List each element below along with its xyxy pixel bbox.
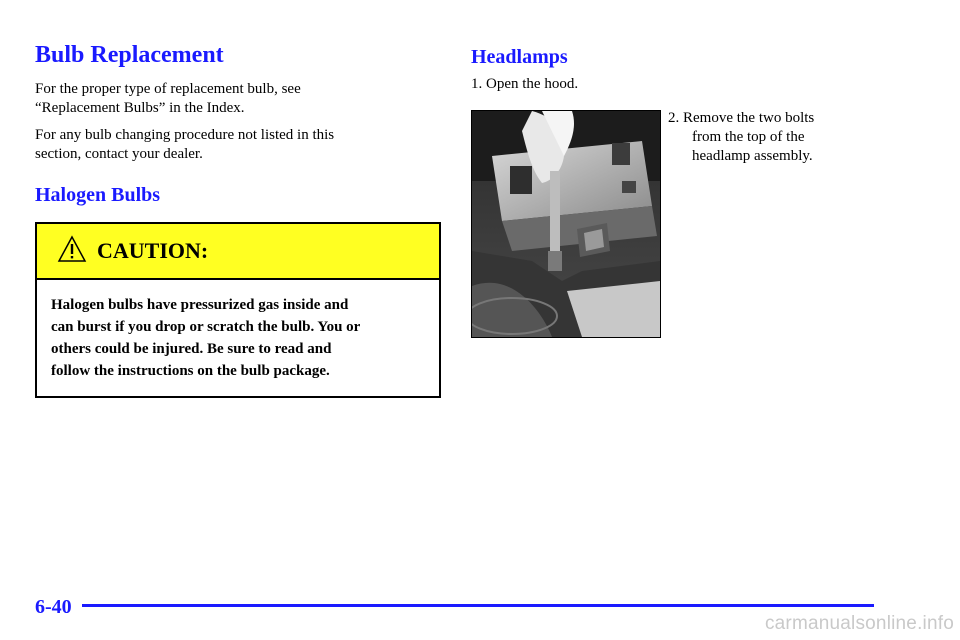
caution-text	[37, 280, 439, 396]
caution-box	[35, 222, 441, 398]
caution-line-4: follow the instructions on the bulb package.	[51, 363, 330, 379]
intro-line-2: “Replacement Bulbs” in the Index.	[35, 100, 245, 116]
section-title: Bulb Replacement	[35, 42, 224, 68]
dealer-line-2: section, contact your dealer.	[35, 146, 203, 162]
step-1: 1. Open the hood.	[471, 76, 579, 92]
step-2-line-2: from the top of the	[692, 129, 805, 145]
dealer-line-1: For any bulb changing procedure not listed in this	[35, 127, 335, 143]
warning-triangle-icon	[57, 235, 87, 263]
headlamp-photo	[471, 110, 661, 338]
caution-line-1: Halogen bulbs have pressurized gas inside and	[51, 297, 349, 313]
caution-header	[37, 224, 439, 280]
headlamp-bolt-illustration	[472, 111, 660, 337]
page-number: 6-40	[35, 596, 72, 618]
caution-line-2: can burst if you drop or scratch the bulb. You or	[51, 319, 361, 335]
intro-line-1: For the proper type of replacement bulb, see	[35, 81, 301, 97]
headlamps-subtitle: Headlamps	[471, 46, 568, 68]
step-2	[668, 109, 892, 166]
step-2-line-1: 2. Remove the two bolts	[668, 110, 815, 126]
intro-paragraph	[35, 80, 441, 118]
footer-rule	[82, 604, 874, 607]
step-2-line-3: headlamp assembly.	[692, 148, 813, 164]
left-column	[35, 40, 441, 398]
caution-label: CAUTION:	[97, 238, 209, 263]
right-column	[471, 44, 911, 164]
dealer-paragraph	[35, 126, 441, 164]
watermark: carmanualsonline.info	[764, 613, 954, 634]
halogen-subtitle: Halogen Bulbs	[35, 184, 161, 206]
caution-line-3: others could be injured. Be sure to read and	[51, 341, 332, 357]
